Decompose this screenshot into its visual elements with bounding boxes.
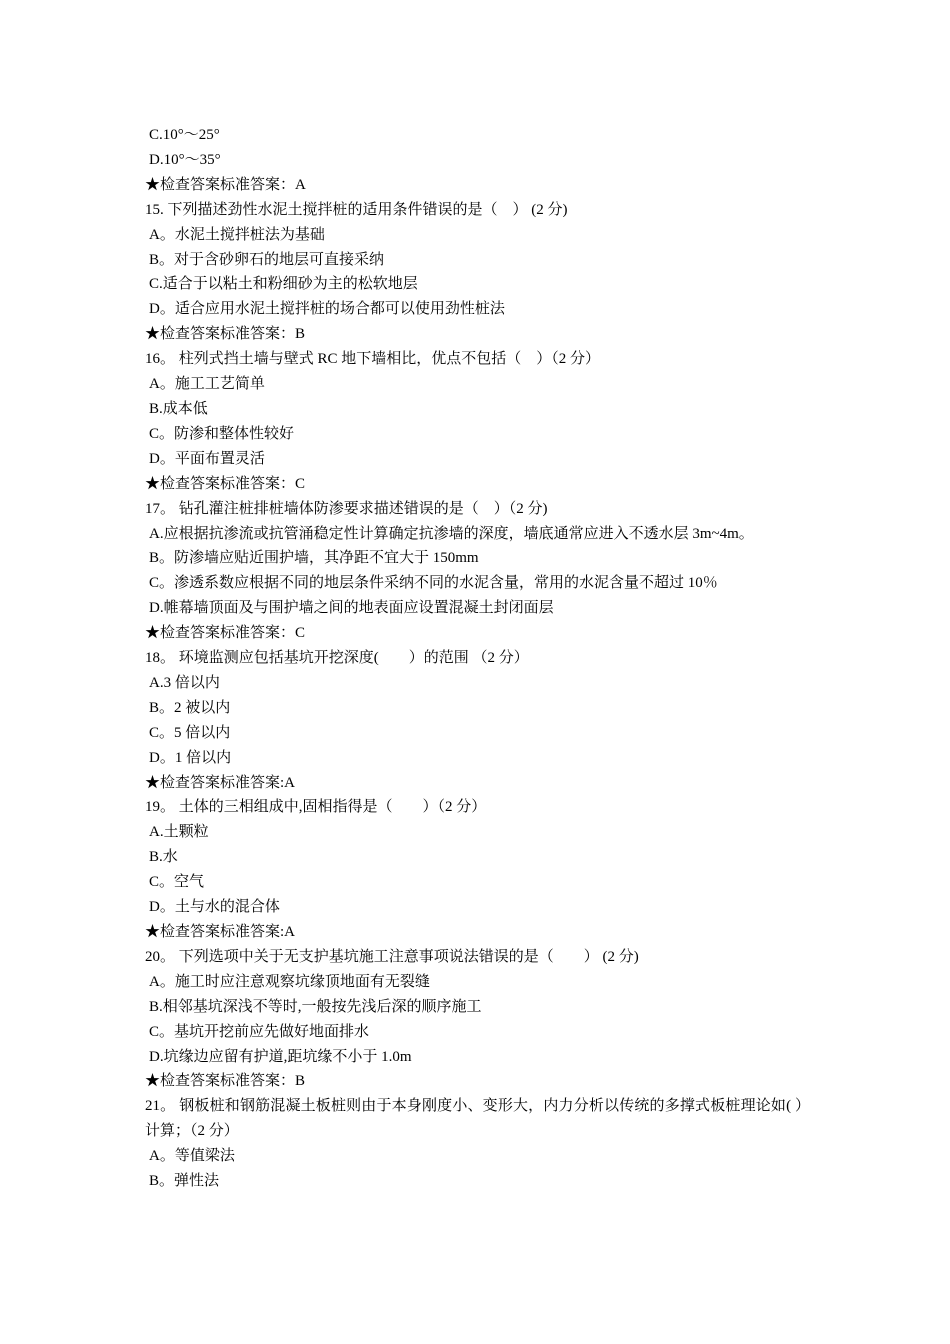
document-page [145,123,810,1194]
text-line: B.相邻基坑深浅不等时,一般按先浅后深的顺序施工 [149,998,482,1015]
text-line: ★检查答案标准答案：C [145,625,306,642]
text-line: 20。 下列选项中关于无支护基坑施工注意事项说法错误的是（ ） (2 分) [145,948,639,965]
text-line: 15. 下列描述劲性水泥土搅拌桩的适用条件错误的是（ ） (2 分) [145,201,568,218]
text-line: A。施工工艺简单 [149,376,265,393]
text-line: C。渗透系数应根据不同的地层条件采纳不同的水泥含量，常用的水泥含量不超过 10％ [149,575,718,592]
text-line: D.10°～35° [149,151,221,168]
text-line: 16。 柱列式挡土墙与壁式 RC 地下墙相比，优点不包括（ ）（2 分） [145,351,601,368]
text-line: ★检查答案标准答案：C [145,475,306,492]
text-line: C。防渗和整体性较好 [149,425,295,442]
text-line: C。空气 [149,874,205,891]
text-line: ★检查答案标准答案：A [145,176,306,193]
text-line: 18。 环境监测应包括基坑开挖深度( ）的范围 （2 分） [145,650,529,667]
text-line: ★检查答案标准答案：B [145,1073,306,1090]
text-line: 17。 钻孔灌注桩排桩墙体防渗要求描述错误的是（ ）（2 分) [145,500,548,517]
text-line: C.10°～25° [149,127,220,143]
text-line: A.应根据抗渗流或抗管涌稳定性计算确定抗渗墙的深度，墙底通常应进入不透水层 3m~4m。 [149,525,754,542]
text-line: C.适合于以粘土和粉细砂为主的松软地层 [149,276,418,293]
text-line: B。2 被以内 [149,699,231,716]
text-line: A.3 倍以内 [149,674,220,691]
text-line: D。平面布置灵活 [149,450,265,467]
text-line: D.帷幕墙顶面及与围护墙之间的地表面应设置混凝土封闭面层 [149,600,554,617]
text-line: ★检查答案标准答案:A [145,924,296,940]
text-line: C。5 倍以内 [149,724,231,741]
text-line: 21。 钢板桩和钢筋混凝土板桩则由于本身刚度小、变形大，内力分析以传统的多撑式板桩理论如( ）计算；（2 分） [145,1098,810,1140]
text-line: D。适合应用水泥土搅拌桩的场合都可以使用劲性桩法 [149,301,505,318]
text-line: B.水 [149,849,178,866]
text-line: B。对于含砂卵石的地层可直接采纳 [149,251,385,268]
text-line: B。防渗墙应贴近围护墙，其净距不宜大于 150mm [149,550,479,567]
text-line: D。1 倍以内 [149,749,232,766]
text-line: A.土颗粒 [149,824,209,841]
text-line: D。土与水的混合体 [149,899,280,916]
text-line: A。等值梁法 [149,1148,235,1165]
text-line: D.坑缘边应留有护道,距坑缘不小于 1.0m [149,1048,412,1065]
text-line: ★检查答案标准答案：B [145,326,306,343]
text-line: C。基坑开挖前应先做好地面排水 [149,1023,370,1040]
text-line: A。水泥土搅拌桩法为基础 [149,226,325,243]
text-line: B。弹性法 [149,1173,220,1190]
text-line: 19。 土体的三相组成中,固相指得是（ ）（2 分） [145,799,487,816]
text-line: B.成本低 [149,400,208,417]
text-line: A。施工时应注意观察坑缘顶地面有无裂缝 [149,973,430,990]
text-line: ★检查答案标准答案:A [145,774,296,791]
